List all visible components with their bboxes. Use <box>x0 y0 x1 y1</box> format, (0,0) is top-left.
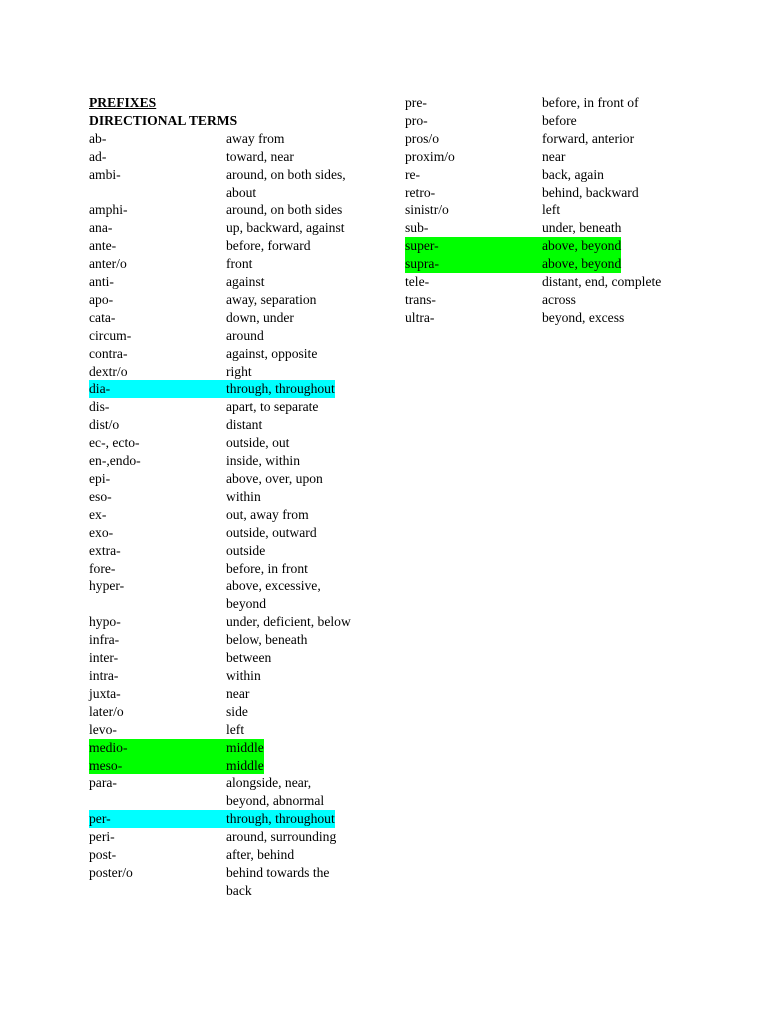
prefix-list-right <box>405 94 680 327</box>
prefix-row <box>89 667 364 685</box>
prefix-term: extra- <box>89 542 121 558</box>
prefix-meaning: across <box>542 291 576 307</box>
prefix-row <box>405 255 680 273</box>
prefix-row <box>89 398 364 416</box>
prefix-meaning: around, on both sides <box>226 202 343 218</box>
prefix-meaning: above, beyond <box>542 256 622 272</box>
prefix-term: fore- <box>89 560 116 576</box>
prefix-row <box>405 219 680 237</box>
prefix-row <box>405 309 680 327</box>
prefix-meaning: before, in front <box>226 560 308 576</box>
section-heading: DIRECTIONAL TERMS <box>89 112 238 128</box>
prefix-meaning: before, in front of <box>542 95 639 110</box>
prefix-row <box>89 166 364 202</box>
prefix-row <box>405 148 680 166</box>
prefix-meaning: behind towards the back <box>226 864 330 898</box>
prefix-row <box>89 273 364 291</box>
prefix-row <box>89 613 364 631</box>
prefix-term: dis- <box>89 399 110 415</box>
prefix-term: ab- <box>89 130 107 146</box>
prefix-row <box>89 774 364 810</box>
prefix-meaning: away from <box>226 130 285 146</box>
left-column <box>89 94 364 900</box>
prefix-meaning: away, separation <box>226 291 317 307</box>
prefix-meaning: behind, backward <box>542 184 639 200</box>
prefix-term: infra- <box>89 632 120 648</box>
prefix-meaning: against, opposite <box>226 345 318 361</box>
prefix-row <box>89 434 364 452</box>
prefix-term: tele- <box>405 274 430 290</box>
prefix-term: eso- <box>89 488 112 504</box>
prefix-term: dia- <box>89 380 226 398</box>
prefix-meaning: before, forward <box>226 238 311 254</box>
prefix-meaning: around, surrounding <box>226 829 337 845</box>
prefix-term: supra- <box>405 255 542 273</box>
prefix-row <box>89 219 364 237</box>
prefix-term: para- <box>89 775 117 791</box>
prefix-term: ambi- <box>89 166 121 182</box>
prefix-meaning: forward, anterior <box>542 130 635 146</box>
prefix-term: intra- <box>89 667 119 683</box>
prefix-meaning: middle <box>226 739 264 755</box>
prefix-row <box>405 237 680 255</box>
prefix-meaning: middle <box>226 757 264 773</box>
prefix-term: ex- <box>89 506 107 522</box>
prefix-term: pro- <box>405 112 428 128</box>
prefix-meaning: up, backward, against <box>226 220 345 236</box>
prefix-row <box>405 130 680 148</box>
prefix-row <box>89 291 364 309</box>
prefix-row <box>89 452 364 470</box>
prefix-term: exo- <box>89 524 114 540</box>
prefix-row <box>89 470 364 488</box>
prefix-row <box>89 201 364 219</box>
prefix-row <box>89 506 364 524</box>
prefix-row <box>89 309 364 327</box>
prefix-meaning: beyond, excess <box>542 309 625 325</box>
prefix-term: amphi- <box>89 202 128 218</box>
prefix-term: dist/o <box>89 417 120 433</box>
prefix-row <box>89 488 364 506</box>
prefix-meaning: under, deficient, below <box>226 614 351 630</box>
prefix-meaning: around, on both sides, about <box>226 166 346 200</box>
prefix-term: peri- <box>89 829 115 845</box>
prefix-term: juxta- <box>89 685 121 701</box>
prefix-row <box>89 739 364 757</box>
prefix-row <box>89 524 364 542</box>
prefix-term: pre- <box>405 95 427 110</box>
prefix-meaning: before <box>542 112 577 128</box>
prefix-term: poster/o <box>89 864 133 880</box>
prefix-meaning: under, beneath <box>542 220 622 236</box>
prefix-term: proxim/o <box>405 148 455 164</box>
prefix-row <box>89 416 364 434</box>
prefix-term: ultra- <box>405 309 435 325</box>
prefix-row <box>89 631 364 649</box>
prefix-term: sinistr/o <box>405 202 449 218</box>
prefix-term: re- <box>405 166 421 182</box>
prefix-row <box>89 577 364 613</box>
prefix-term: ana- <box>89 220 113 236</box>
prefix-term: cata- <box>89 309 116 325</box>
prefix-term: contra- <box>89 345 128 361</box>
prefix-term: ante- <box>89 238 117 254</box>
prefix-term: epi- <box>89 471 111 486</box>
prefix-meaning: out, away from <box>226 506 309 522</box>
prefix-meaning: inside, within <box>226 453 301 469</box>
prefix-row <box>89 649 364 667</box>
prefix-meaning: within <box>226 488 261 504</box>
prefix-meaning: outside <box>226 542 266 558</box>
prefix-row <box>405 184 680 202</box>
prefix-term: circum- <box>89 327 132 343</box>
prefix-meaning: left <box>542 202 561 218</box>
prefix-meaning: outside, out <box>226 435 290 451</box>
prefix-term: hypo- <box>89 614 121 630</box>
prefix-list-left <box>89 130 364 900</box>
prefix-term: meso- <box>89 757 226 775</box>
prefix-meaning: outside, outward <box>226 524 317 540</box>
prefix-row <box>89 542 364 560</box>
prefix-term: anti- <box>89 274 114 290</box>
prefix-meaning: against <box>226 274 265 290</box>
prefix-term: inter- <box>89 650 119 666</box>
prefix-row <box>89 380 364 398</box>
prefix-meaning: right <box>226 363 252 379</box>
prefix-meaning: after, behind <box>226 847 295 863</box>
prefix-term: trans- <box>405 291 436 307</box>
prefix-meaning: through, throughout <box>226 811 335 827</box>
prefix-term: anter/o <box>89 256 127 272</box>
prefix-term: retro- <box>405 184 436 200</box>
prefix-row <box>89 846 364 864</box>
prefix-term: per- <box>89 810 226 828</box>
prefix-term: hyper- <box>89 578 125 594</box>
prefix-term: super- <box>405 237 542 255</box>
prefix-row <box>89 810 364 828</box>
prefix-meaning: front <box>226 256 253 272</box>
prefix-meaning: distant, end, complete <box>542 274 662 290</box>
prefix-row <box>89 363 364 381</box>
right-column <box>405 94 680 327</box>
prefix-meaning: near <box>542 148 566 164</box>
prefix-row <box>405 201 680 219</box>
prefix-row <box>405 291 680 309</box>
prefix-meaning: side <box>226 703 248 719</box>
prefix-row <box>89 703 364 721</box>
prefix-term: sub- <box>405 220 429 236</box>
prefix-row <box>405 112 680 130</box>
prefix-term: ad- <box>89 148 107 164</box>
prefix-meaning: toward, near <box>226 148 294 164</box>
prefix-row <box>89 685 364 703</box>
prefix-row <box>89 237 364 255</box>
prefix-meaning: alongside, near, beyond, abnormal <box>226 775 325 809</box>
prefix-meaning: within <box>226 667 261 683</box>
prefix-term: en-,endo- <box>89 453 141 469</box>
prefix-term: pros/o <box>405 130 439 146</box>
prefix-row <box>405 166 680 184</box>
prefix-row <box>89 828 364 846</box>
prefix-meaning: apart, to separate <box>226 399 319 415</box>
prefix-row <box>89 130 364 148</box>
prefix-term: levo- <box>89 721 117 737</box>
prefix-row <box>89 327 364 345</box>
prefix-row <box>89 757 364 775</box>
prefix-meaning: above, beyond <box>542 238 622 254</box>
prefix-term: ec-, ecto- <box>89 435 140 451</box>
prefix-meaning: back, again <box>542 166 604 182</box>
prefix-meaning: distant <box>226 417 263 433</box>
prefix-meaning: below, beneath <box>226 632 308 648</box>
prefix-meaning: above, over, upon <box>226 471 323 486</box>
prefix-row <box>405 273 680 291</box>
prefix-term: apo- <box>89 291 114 307</box>
page-title: PREFIXES <box>89 95 157 110</box>
prefix-meaning: between <box>226 650 272 666</box>
prefix-term: later/o <box>89 703 124 719</box>
prefix-row <box>89 345 364 363</box>
prefix-meaning: through, throughout <box>226 381 335 397</box>
prefix-row <box>89 560 364 578</box>
prefix-meaning: around <box>226 327 264 343</box>
prefix-meaning: near <box>226 685 250 701</box>
prefix-row <box>89 864 364 900</box>
prefix-row <box>89 721 364 739</box>
prefix-row <box>89 255 364 273</box>
prefix-row <box>89 148 364 166</box>
prefix-term: dextr/o <box>89 363 128 379</box>
prefix-term: post- <box>89 847 117 863</box>
prefix-row <box>405 94 680 112</box>
prefix-meaning: above, excessive, beyond <box>226 578 321 612</box>
prefix-meaning: down, under <box>226 309 294 325</box>
prefix-term: medio- <box>89 739 226 757</box>
prefix-meaning: left <box>226 721 245 737</box>
